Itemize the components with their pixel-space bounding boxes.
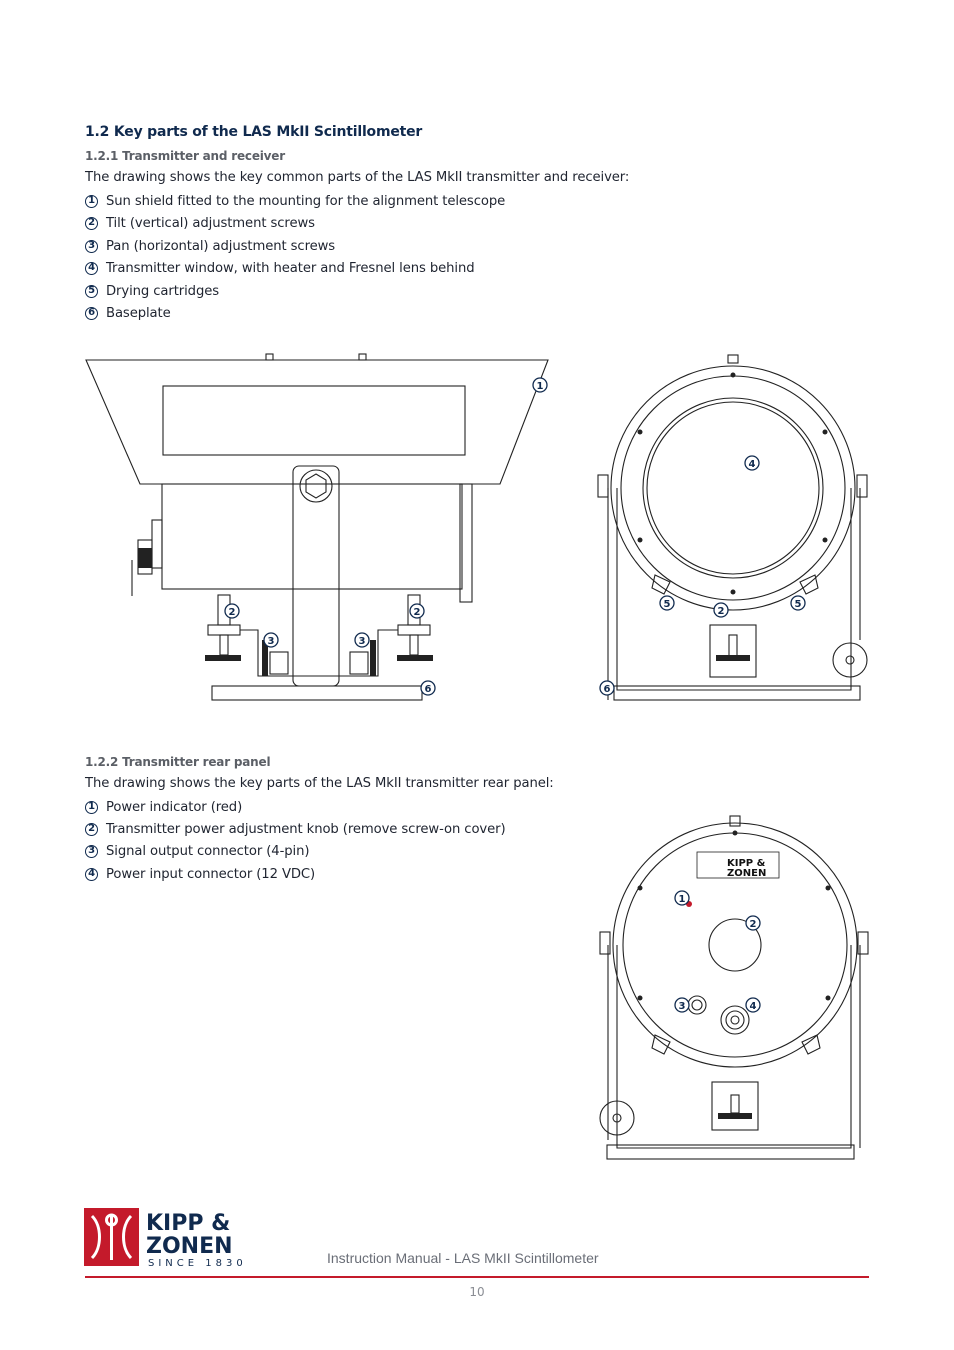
rear-logo-plate <box>697 852 779 879</box>
list-item-text: Power input connector (12 VDC) <box>106 866 316 882</box>
list-item <box>85 841 309 861</box>
callout-4: 4 <box>748 459 756 470</box>
callout-1: 1 <box>536 381 544 392</box>
callout-number: 4 <box>85 262 98 275</box>
list-item-text: Drying cartridges <box>106 283 220 299</box>
callout-1: 1 <box>678 894 686 905</box>
callout-number: 2 <box>85 823 98 836</box>
list-item <box>85 213 315 233</box>
baseplate-rear <box>607 1145 854 1159</box>
list-item <box>85 303 171 323</box>
section-heading: 1.2 Key parts of the LAS MkII Scintillometer <box>85 124 423 140</box>
baseplate-front <box>614 686 860 700</box>
page-number: 10 <box>469 1285 485 1299</box>
callout-6: 6 <box>603 684 611 695</box>
list-item <box>85 819 506 839</box>
list-item-text: Signal output connector (4-pin) <box>106 843 310 859</box>
intro-paragraph: The drawing shows the key parts of the LAS MkII transmitter rear panel: <box>85 776 554 791</box>
callout-number: 1 <box>85 195 98 208</box>
callout-number: 1 <box>85 801 98 814</box>
list-item-text: Power indicator (red) <box>106 799 243 815</box>
callout-2: 2 <box>413 607 421 618</box>
list-item <box>85 281 219 301</box>
footer-divider <box>85 1276 869 1278</box>
intro-paragraph: The drawing shows the key common parts of the LAS MkII transmitter and receiver: <box>85 170 630 185</box>
front-view-drawing <box>595 350 875 705</box>
sun-shield <box>86 360 548 484</box>
callout-2: 2 <box>749 919 757 930</box>
signal-connector <box>688 996 706 1014</box>
list-item <box>85 191 505 211</box>
callout-5: 5 <box>663 599 671 610</box>
subsection-heading-transmitter-receiver: 1.2.1 Transmitter and receiver <box>85 149 285 163</box>
baseplate <box>212 686 422 700</box>
callout-5: 5 <box>794 599 802 610</box>
list-item-text: Tilt (vertical) adjustment screws <box>106 215 315 231</box>
list-item <box>85 797 242 817</box>
side-view-drawing <box>80 350 555 705</box>
shield-window <box>163 386 465 455</box>
callout-number: 3 <box>85 240 98 253</box>
svg-text:ZONEN: ZONEN <box>727 868 767 879</box>
list-item <box>85 258 474 278</box>
svg-text:KIPP &: KIPP & <box>727 858 766 869</box>
callout-3: 3 <box>358 636 366 647</box>
transmitter-window <box>643 398 823 578</box>
list-item-text: Baseplate <box>106 305 171 321</box>
list-item-text: Sun shield fitted to the mounting for the alignment telescope <box>106 193 506 209</box>
rear-panel-drawing <box>595 812 875 1164</box>
list-item-text: Transmitter window, with heater and Fresnel lens behind <box>106 260 475 276</box>
svg-text:KIPP &: KIPP & <box>146 1211 231 1236</box>
callout-number: 3 <box>85 845 98 858</box>
callout-6: 6 <box>424 684 432 695</box>
callout-2: 2 <box>228 607 236 618</box>
kipp-zonen-logo <box>84 1208 274 1270</box>
power-connector <box>721 1006 749 1034</box>
callout-3: 3 <box>678 1001 686 1012</box>
list-item <box>85 864 315 884</box>
list-item-text: Transmitter power adjustment knob (remove screw-on cover) <box>106 821 506 837</box>
callout-2: 2 <box>717 606 725 617</box>
subsection-heading-rear-panel: 1.2.2 Transmitter rear panel <box>85 755 271 769</box>
svg-text:SINCE 1830: SINCE 1830 <box>148 1258 247 1269</box>
footer-title: Instruction Manual - LAS MkII Scintillometer <box>327 1250 599 1266</box>
list-item-text: Pan (horizontal) adjustment screws <box>106 238 336 254</box>
callout-4: 4 <box>749 1001 757 1012</box>
callout-number: 6 <box>85 307 98 320</box>
svg-text:ZONEN: ZONEN <box>146 1234 233 1259</box>
list-item <box>85 236 335 256</box>
callout-number: 4 <box>85 868 98 881</box>
callout-number: 5 <box>85 285 98 298</box>
callout-3: 3 <box>267 636 275 647</box>
callout-number: 2 <box>85 217 98 230</box>
